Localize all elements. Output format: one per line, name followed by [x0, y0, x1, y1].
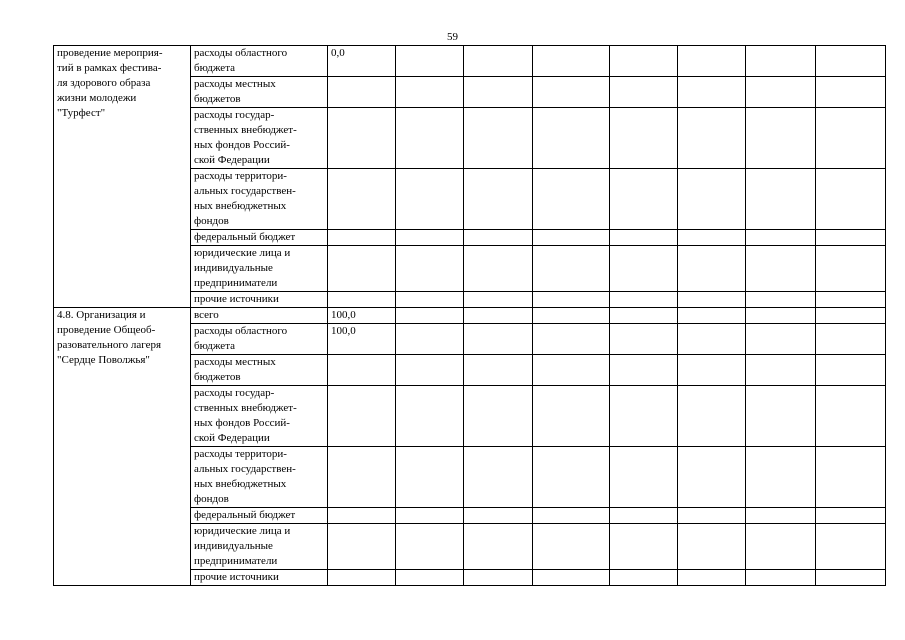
empty-cell: [816, 386, 886, 447]
empty-cell: [746, 308, 816, 324]
empty-cell: [533, 324, 610, 355]
amount-cell: [328, 108, 396, 169]
funding-source-cell: прочие источники: [191, 570, 328, 586]
empty-cell: [396, 386, 464, 447]
empty-cell: [816, 508, 886, 524]
amount-cell: [328, 292, 396, 308]
empty-cell: [533, 46, 610, 77]
empty-cell: [610, 447, 678, 508]
table-body: [54, 46, 886, 586]
empty-cell: [816, 447, 886, 508]
amount-cell: [328, 77, 396, 108]
empty-cell: [464, 230, 533, 246]
amount-cell: [328, 570, 396, 586]
empty-cell: [816, 108, 886, 169]
empty-cell: [816, 230, 886, 246]
funding-source-cell: прочие источники: [191, 292, 328, 308]
empty-cell: [746, 108, 816, 169]
empty-cell: [816, 169, 886, 230]
empty-cell: [464, 447, 533, 508]
amount-cell: [328, 230, 396, 246]
empty-cell: [610, 570, 678, 586]
empty-cell: [678, 77, 746, 108]
empty-cell: [533, 308, 610, 324]
empty-cell: [746, 570, 816, 586]
amount-cell: 100,0: [328, 308, 396, 324]
empty-cell: [396, 230, 464, 246]
table-row: [54, 46, 886, 77]
amount-cell: 100,0: [328, 324, 396, 355]
empty-cell: [816, 246, 886, 292]
empty-cell: [746, 292, 816, 308]
empty-cell: [464, 108, 533, 169]
funding-source-cell: расходы областного бюджета: [191, 46, 328, 77]
empty-cell: [746, 508, 816, 524]
table-row: [54, 308, 886, 324]
amount-cell: [328, 508, 396, 524]
empty-cell: [464, 292, 533, 308]
amount-cell: [328, 447, 396, 508]
empty-cell: [533, 77, 610, 108]
empty-cell: [610, 230, 678, 246]
funding-source-cell: расходы местных бюджетов: [191, 355, 328, 386]
empty-cell: [533, 524, 610, 570]
empty-cell: [816, 355, 886, 386]
funding-source-cell: федеральный бюджет: [191, 230, 328, 246]
empty-cell: [678, 108, 746, 169]
empty-cell: [816, 77, 886, 108]
empty-cell: [464, 308, 533, 324]
empty-cell: [610, 508, 678, 524]
empty-cell: [464, 246, 533, 292]
empty-cell: [610, 386, 678, 447]
empty-cell: [678, 355, 746, 386]
empty-cell: [678, 386, 746, 447]
empty-cell: [678, 169, 746, 230]
funding-source-cell: расходы государ- ственных внебюджет- ных фондов Россий- ской Федерации: [191, 108, 328, 169]
empty-cell: [396, 308, 464, 324]
empty-cell: [533, 169, 610, 230]
empty-cell: [533, 508, 610, 524]
empty-cell: [464, 324, 533, 355]
empty-cell: [746, 246, 816, 292]
empty-cell: [396, 508, 464, 524]
empty-cell: [746, 386, 816, 447]
funding-source-cell: юридические лица и индивидуальные предприниматели: [191, 524, 328, 570]
empty-cell: [396, 447, 464, 508]
event-name-cell: 4.8. Организация и проведение Общеоб- разовательного лагеря "Сердце Поволжья": [54, 308, 191, 586]
empty-cell: [610, 169, 678, 230]
funding-source-cell: расходы территори- альных государствен- ных внебюджетных фондов: [191, 447, 328, 508]
funding-source-cell: всего: [191, 308, 328, 324]
empty-cell: [746, 447, 816, 508]
empty-cell: [610, 324, 678, 355]
empty-cell: [816, 524, 886, 570]
empty-cell: [396, 355, 464, 386]
empty-cell: [610, 246, 678, 292]
page-number: 59: [447, 31, 458, 43]
empty-cell: [816, 324, 886, 355]
empty-cell: [610, 77, 678, 108]
empty-cell: [678, 246, 746, 292]
funding-source-cell: юридические лица и индивидуальные предприниматели: [191, 246, 328, 292]
funding-source-cell: расходы территори- альных государствен- ных внебюджетных фондов: [191, 169, 328, 230]
empty-cell: [464, 570, 533, 586]
empty-cell: [464, 386, 533, 447]
empty-cell: [610, 46, 678, 77]
empty-cell: [678, 230, 746, 246]
empty-cell: [678, 308, 746, 324]
empty-cell: [533, 570, 610, 586]
funding-source-cell: расходы областного бюджета: [191, 324, 328, 355]
empty-cell: [464, 77, 533, 108]
empty-cell: [678, 46, 746, 77]
empty-cell: [746, 355, 816, 386]
empty-cell: [746, 46, 816, 77]
empty-cell: [533, 230, 610, 246]
empty-cell: [746, 77, 816, 108]
empty-cell: [533, 386, 610, 447]
event-name-cell: проведение мероприя- тий в рамках фестива- ля здорового образа жизни молодежи "Турфест": [54, 46, 191, 308]
empty-cell: [533, 447, 610, 508]
empty-cell: [464, 169, 533, 230]
empty-cell: [678, 292, 746, 308]
empty-cell: [464, 508, 533, 524]
empty-cell: [816, 308, 886, 324]
empty-cell: [746, 324, 816, 355]
amount-cell: 0,0: [328, 46, 396, 77]
amount-cell: [328, 386, 396, 447]
amount-cell: [328, 169, 396, 230]
empty-cell: [533, 246, 610, 292]
empty-cell: [396, 524, 464, 570]
empty-cell: [396, 108, 464, 169]
amount-cell: [328, 524, 396, 570]
empty-cell: [396, 570, 464, 586]
empty-cell: [610, 355, 678, 386]
empty-cell: [533, 355, 610, 386]
funding-source-cell: расходы местных бюджетов: [191, 77, 328, 108]
empty-cell: [678, 324, 746, 355]
empty-cell: [533, 108, 610, 169]
empty-cell: [396, 46, 464, 77]
empty-cell: [816, 292, 886, 308]
empty-cell: [678, 508, 746, 524]
empty-cell: [678, 570, 746, 586]
empty-cell: [746, 524, 816, 570]
empty-cell: [610, 524, 678, 570]
empty-cell: [464, 355, 533, 386]
empty-cell: [816, 46, 886, 77]
empty-cell: [464, 524, 533, 570]
empty-cell: [533, 292, 610, 308]
empty-cell: [746, 230, 816, 246]
empty-cell: [464, 46, 533, 77]
empty-cell: [610, 308, 678, 324]
empty-cell: [610, 108, 678, 169]
empty-cell: [746, 169, 816, 230]
empty-cell: [396, 324, 464, 355]
empty-cell: [396, 292, 464, 308]
amount-cell: [328, 246, 396, 292]
empty-cell: [610, 292, 678, 308]
empty-cell: [396, 169, 464, 230]
empty-cell: [816, 570, 886, 586]
empty-cell: [396, 77, 464, 108]
funding-table: [53, 45, 886, 586]
empty-cell: [678, 524, 746, 570]
funding-source-cell: федеральный бюджет: [191, 508, 328, 524]
empty-cell: [396, 246, 464, 292]
funding-source-cell: расходы государ- ственных внебюджет- ных фондов Россий- ской Федерации: [191, 386, 328, 447]
empty-cell: [678, 447, 746, 508]
amount-cell: [328, 355, 396, 386]
